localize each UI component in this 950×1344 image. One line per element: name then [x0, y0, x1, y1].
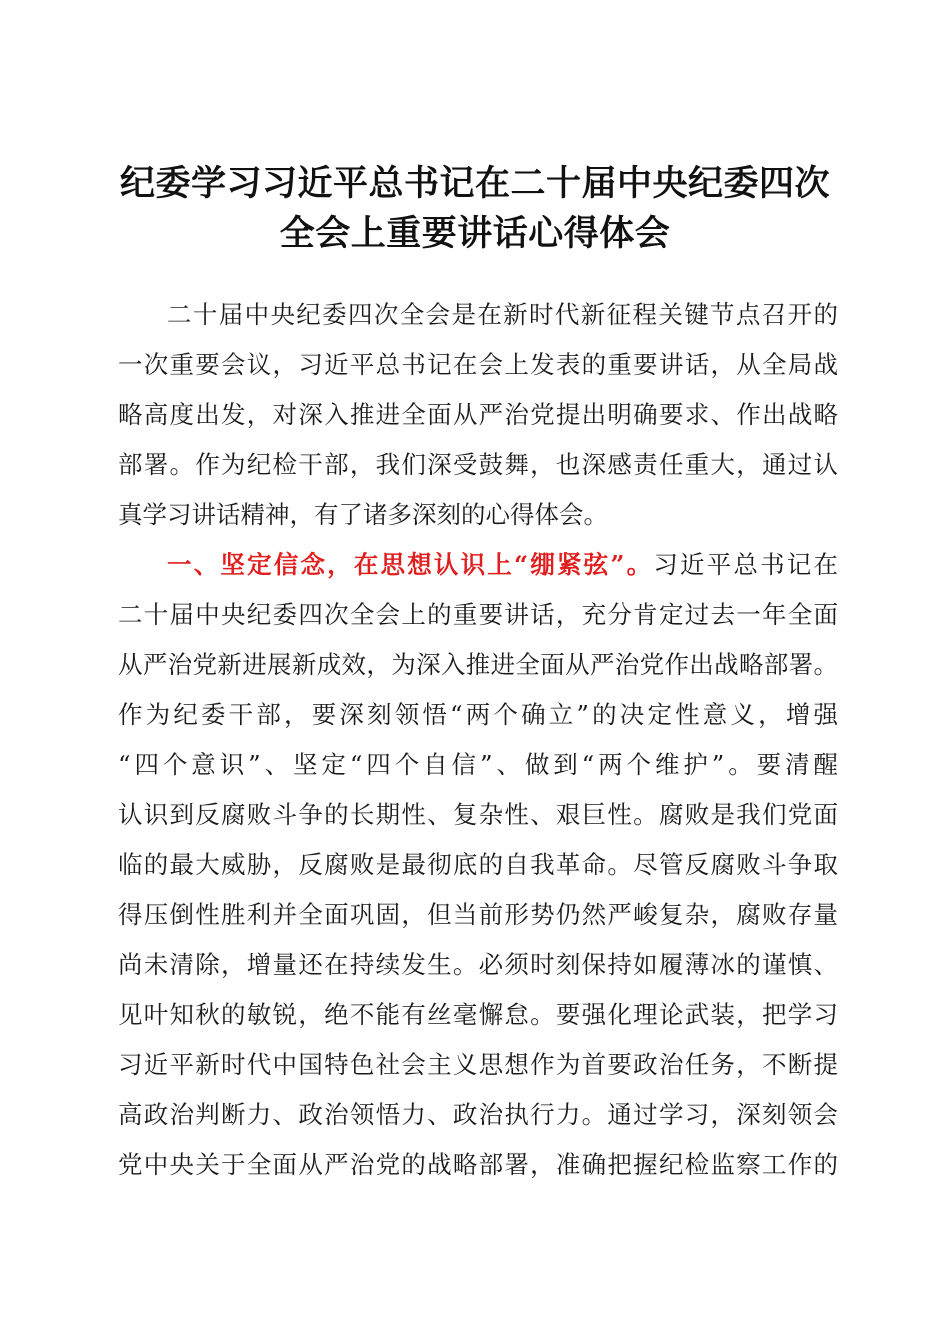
paragraph-line: 真学习讲话精神，有了诸多深刻的心得体会。 [118, 500, 608, 529]
paragraph-line: 二十届中央纪委四次全会是在新时代新征程关键节点召开的 [167, 300, 838, 329]
paragraph-line: 二十届中央纪委四次全会上的重要讲话，充分肯定过去一年全面 [118, 600, 838, 629]
paragraph-line: 略高度出发，对深入推进全面从严治党提出明确要求、作出战略 [118, 400, 838, 429]
paragraph-line: 见叶知秋的敏锐，绝不能有丝毫懈怠。要强化理论武装，把学习 [118, 1000, 838, 1029]
paragraph-line: 临的最大威胁，反腐败是最彻底的自我革命。尽管反腐败斗争取 [118, 850, 838, 879]
paragraph-line: 党中央关于全面从严治党的战略部署，准确把握纪检监察工作的 [118, 1150, 838, 1179]
paragraph-line: “四个意识”、坚定“四个自信”、做到“两个维护”。要清醒 [118, 750, 838, 779]
document-title-line-2: 全会上重要讲话心得体会 [279, 213, 671, 254]
paragraph-line: 高政治判断力、政治领悟力、政治执行力。通过学习，深刻领会 [118, 1100, 838, 1129]
section-1-first-line-text: 习近平总书记在 [653, 550, 838, 579]
section-1-heading: 一、坚定信念，在思想认识上“绷紧弦”。 [167, 550, 654, 579]
paragraph-line: 认识到反腐败斗争的长期性、复杂性、艰巨性。腐败是我们党面 [118, 800, 838, 829]
paragraph-line: 习近平新时代中国特色社会主义思想作为首要政治任务，不断提 [118, 1050, 838, 1079]
paragraph-line: 作为纪委干部，要深刻领悟“两个确立”的决定性意义，增强 [118, 700, 838, 729]
paragraph-line: 得压倒性胜利并全面巩固，但当前形势仍然严峻复杂，腐败存量 [118, 900, 838, 929]
document-title-line-1: 纪委学习习近平总书记在二十届中央纪委四次 [119, 163, 830, 204]
paragraph-line: 从严治党新进展新成效，为深入推进全面从严治党作出战略部署。 [118, 650, 838, 679]
paragraph-line [167, 545, 838, 585]
paragraph-line: 尚未清除，增量还在持续发生。必须时刻保持如履薄冰的谨慎、 [118, 950, 838, 979]
paragraph-line: 一次重要会议，习近平总书记在会上发表的重要讲话，从全局战 [118, 350, 838, 379]
paragraph-line: 部署。作为纪检干部，我们深受鼓舞，也深感责任重大，通过认 [118, 450, 838, 479]
